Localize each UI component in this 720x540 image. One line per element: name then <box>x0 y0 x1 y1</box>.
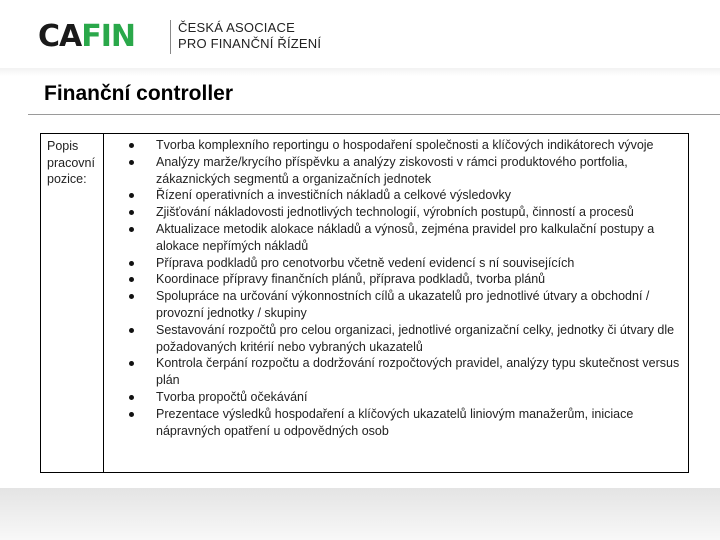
list-item: Tvorba propočtů očekávání <box>111 389 689 406</box>
bullet-icon <box>129 294 134 299</box>
list-item: Tvorba komplexního reportingu o hospodaření společnosti a klíčových indikátorech vývoje <box>111 137 689 154</box>
list-item: Aktualizace metodik alokace nákladů a výnosů, zejména pravidel pro kalkulační postupy a alokace nepřímých nákladů <box>111 221 689 255</box>
bullet-icon <box>129 361 134 366</box>
bullet-icon <box>129 227 134 232</box>
list-item: Řízení operativních a investičních nákladů a celkové výsledovky <box>111 187 689 204</box>
table-label: Popis pracovní pozice: <box>47 139 95 186</box>
organization-name <box>178 20 321 52</box>
footer-band <box>0 488 720 540</box>
list-item: Analýzy marže/krycího příspěvku a analýzy ziskovosti v rámci produktového portfolia, zákaznických segmentů a organizačních jednotek <box>111 154 689 188</box>
logo-fin-text: FIN <box>81 19 135 54</box>
bullet-icon <box>129 277 134 282</box>
list-item: Příprava podkladů pro cenotvorbu včetně vedení evidencí s ní souvisejících <box>111 255 689 272</box>
org-line-1: ČESKÁ ASOCIACE <box>178 20 295 35</box>
list-item: Zjišťování nákladovosti jednotlivých technologií, výrobních postupů, činností a procesů <box>111 204 689 221</box>
list-item: Prezentace výsledků hospodaření a klíčových ukazatelů liniovým manažerům, iniciace nápravných opatření u odpovědných osob <box>111 406 689 440</box>
bullet-icon <box>129 210 134 215</box>
column-divider <box>103 134 104 472</box>
bullet-icon <box>129 328 134 333</box>
bullet-icon <box>129 412 134 417</box>
bullet-icon <box>129 261 134 266</box>
job-description-table <box>40 133 689 473</box>
cafin-logo <box>38 20 135 54</box>
bullet-icon <box>129 395 134 400</box>
title-rule <box>28 114 720 115</box>
list-item: Spolupráce na určování výkonnostních cílů a ukazatelů pro jednotlivé útvary a obchodní / provozní jednotky / skupiny <box>111 288 689 322</box>
logo-separator <box>170 20 171 54</box>
page-title: Finanční controller <box>44 82 234 105</box>
list-item: Sestavování rozpočtů pro celou organizaci, jednotlivé organizační celky, jednotky či útvary dle požadovaných kritérií nebo vybraných ukazatelů <box>111 322 689 356</box>
header <box>0 0 720 70</box>
header-divider <box>0 68 720 76</box>
bullet-icon <box>129 143 134 148</box>
list-item: Koordinace přípravy finančních plánů, příprava podkladů, tvorba plánů <box>111 271 689 288</box>
logo-ca-text: CA <box>38 19 82 54</box>
bullet-icon <box>129 160 134 165</box>
bullet-icon <box>129 193 134 198</box>
responsibility-list <box>111 137 689 439</box>
list-item: Kontrola čerpání rozpočtu a dodržování rozpočtových pravidel, analýzy typu skutečnost versus plán <box>111 355 689 389</box>
org-line-2: PRO FINANČNÍ ŘÍZENÍ <box>178 36 322 51</box>
